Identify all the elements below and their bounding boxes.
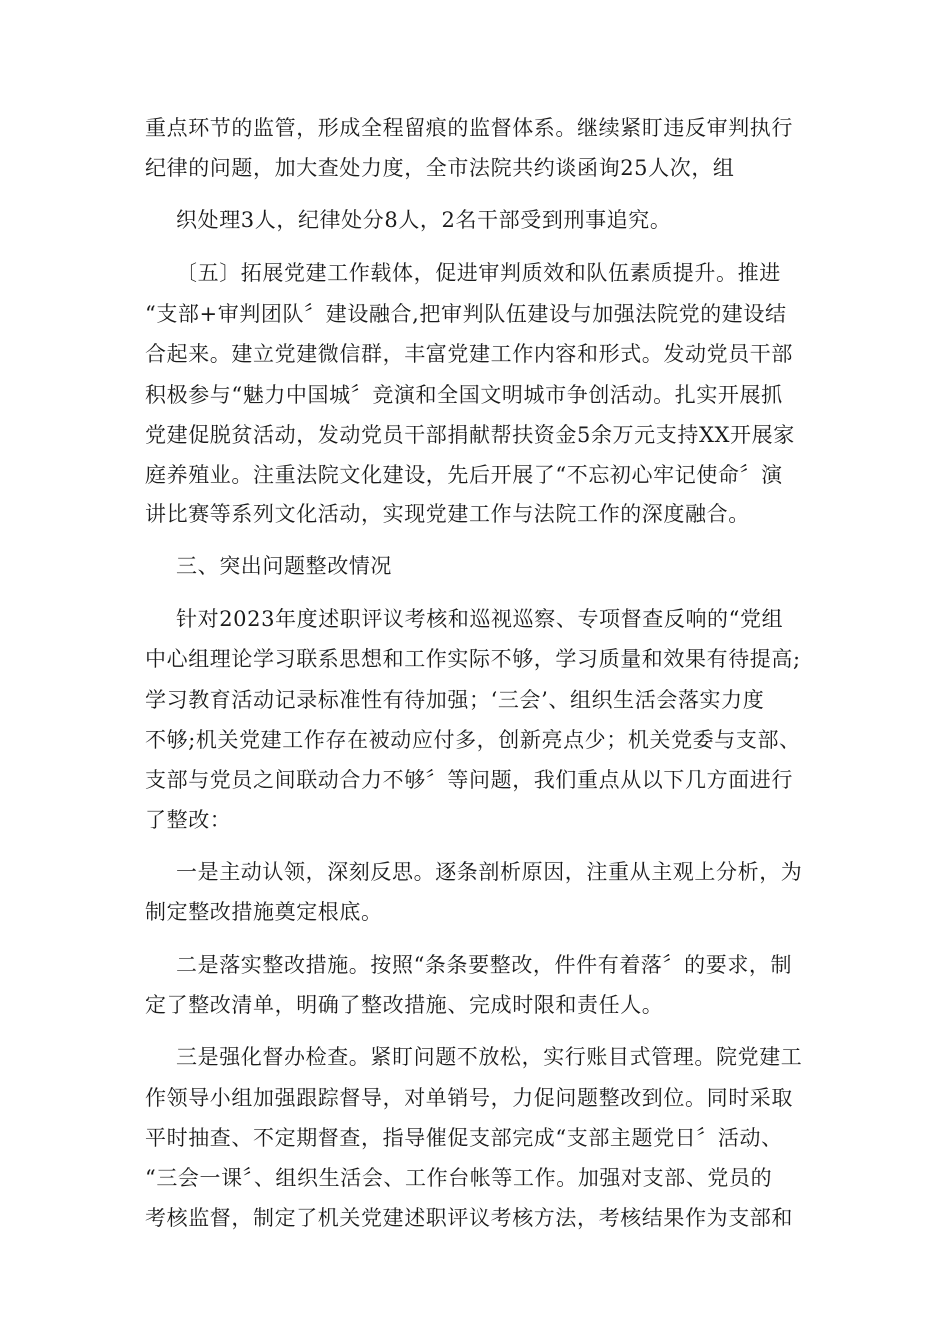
text-line: 讲比赛等系列文化活动，实现党建工作与法院工作的深度融合。 bbox=[145, 502, 750, 526]
text-line: 合起来。建立党建微信群，丰富党建工作内容和形式。发动党员干部 bbox=[145, 342, 793, 366]
text-line: 支部与党员之间联动合力不够〞等问题，我们重点从以下几方面进行 bbox=[145, 768, 793, 792]
text-line: 不够;机关党建工作存在被动应付多，创新亮点少；机关党委与支部、 bbox=[145, 728, 801, 752]
text-line: 纪律的问题，加大查处力度，全市法院共约谈函询25人次，组 bbox=[145, 156, 735, 180]
text-line: 考核监督，制定了机关党建述职评议考核方法，考核结果作为支部和 bbox=[145, 1206, 793, 1230]
text-line: 三是强化督办检查。紧盯问题不放松，实行账目式管理。院党建工 bbox=[176, 1045, 803, 1069]
text-line: 织处理3人，纪律处分8人，2名干部受到刑事追究。 bbox=[176, 208, 672, 232]
text-line: 积极参与“魅力中国城〞竞演和全国文明城市争创活动。扎实开展抓 bbox=[145, 383, 783, 407]
text-line: “三会一课〞、组织生活会、工作台帐等工作。加强对支部、党员的 bbox=[145, 1166, 773, 1190]
text-line: 作领导小组加强跟踪督导，对单销号，力促问题整改到位。同时采取 bbox=[145, 1086, 793, 1110]
text-line: 二是落实整改措施。按照“条条要整改，件件有着落〞的要求，制 bbox=[176, 953, 793, 977]
text-line: 针对2023年度述职评议考核和巡视巡察、专项督查反响的“党组 bbox=[176, 607, 784, 631]
text-line: 重点环节的监管，形成全程留痕的监督体系。继续紧盯违反审判执行 bbox=[145, 116, 793, 140]
text-line: “支部+审判团队〞建设融合,把审判队伍建设与加强法院党的建设结 bbox=[145, 302, 787, 326]
text-line: 学习教育活动记录标准性有待加强；‘三会’、组织生活会落实力度 bbox=[145, 688, 765, 712]
text-line: 平时抽查、不定期督查，指导催促支部完成“支部主题党日〞活动、 bbox=[145, 1126, 783, 1150]
text-line: 党建促脱贫活动，发动党员干部捐献帮扶资金5余万元支持XX开展家 bbox=[145, 423, 795, 447]
text-line: 中心组理论学习联系思想和工作实际不够，学习质量和效果有待提高; bbox=[145, 647, 801, 671]
text-line: 庭养殖业。注重法院文化建设，先后开展了“不忘初心牢记使命〞演 bbox=[145, 463, 783, 487]
section-heading: 三、突出问题整改情况 bbox=[176, 554, 392, 578]
text-line: 一是主动认领，深刻反思。逐条剖析原因，注重从主观上分析，为 bbox=[176, 860, 803, 884]
text-line: 定了整改清单，明确了整改措施、完成时限和责任人。 bbox=[145, 993, 664, 1017]
text-line: 了整改： bbox=[145, 808, 232, 832]
paragraph-heading: 〔五〕拓展党建工作载体，促进审判质效和队伍素质提升。推进 bbox=[176, 261, 781, 285]
text-line: 制定整改措施奠定根底。 bbox=[145, 900, 383, 924]
